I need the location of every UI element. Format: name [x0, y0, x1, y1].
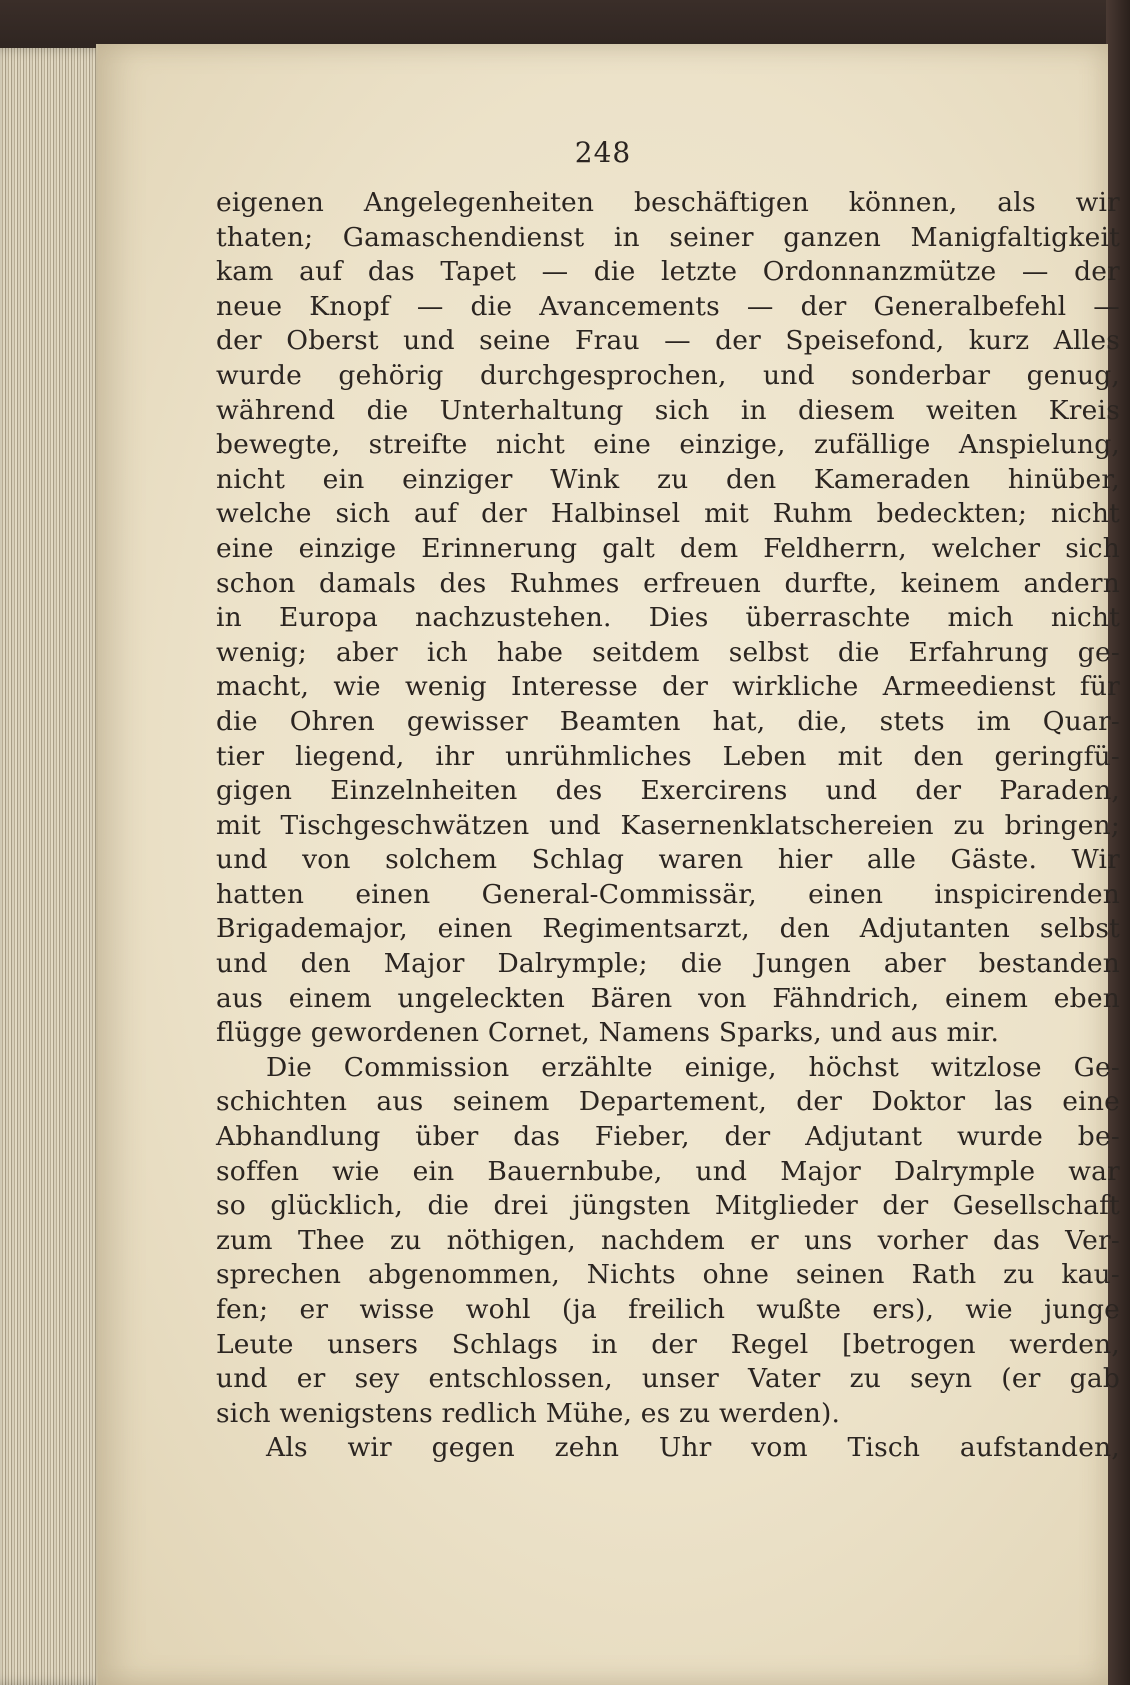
text-line: Als wir gegen zehn Uhr vom Tisch aufstanden,	[266, 1432, 1120, 1464]
text-line: eine einzige Erinnerung galt dem Feldherrn, welcher sich	[216, 532, 1120, 564]
text-line: soffen wie ein Bauernbube, und Major Dalrymple war	[216, 1155, 1120, 1187]
text-line: schichten aus seinem Departement, der Doktor las eine	[216, 1086, 1120, 1118]
text-line: eigenen Angelegenheiten beschäftigen können, als wir	[216, 187, 1120, 218]
text-line: die Ohren gewisser Beamten hat, die, stets im Quar-	[216, 705, 1120, 737]
text-line: gigen Einzelnheiten des Exercirens und der Paraden,	[216, 775, 1120, 807]
text-line: während die Unterhaltung sich in diesem weiten Kreis	[216, 394, 1120, 426]
text-line: welche sich auf der Halbinsel mit Ruhm bedeckten; nicht	[216, 498, 1120, 530]
text-line: in Europa nachzustehen. Dies überraschte mich nicht	[216, 602, 1120, 634]
text-line: mit Tischgeschwätzen und Kasernenklatschereien zu bringen;	[216, 809, 1120, 841]
text-line: und von solchem Schlag waren hier alle Gäste. Wir	[216, 844, 1120, 876]
text-line: hatten einen General-Commissär, einen inspicirenden	[216, 878, 1120, 910]
text-line: Leute unsers Schlags in der Regel [betrogen werden,	[216, 1328, 1120, 1360]
text-line: sich wenigstens redlich Mühe, es zu werden).	[216, 1397, 841, 1429]
text-line: tier liegend, ihr unrühmliches Leben mit den geringfü-	[216, 740, 1120, 772]
text-line: wenig; aber ich habe seitdem selbst die Erfahrung ge-	[216, 636, 1120, 668]
book-page	[96, 44, 1120, 1685]
text-line: nicht ein einziger Wink zu den Kameraden hinüber,	[216, 463, 1120, 495]
page-number: 248	[574, 136, 632, 169]
text-line: kam auf das Tapet — die letzte Ordonnanzmütze — der	[216, 256, 1120, 288]
text-line: Abhandlung über das Fieber, der Adjutant wurde be-	[216, 1121, 1120, 1153]
text-line: bewegte, streifte nicht eine einzige, zufällige Anspielung,	[216, 429, 1120, 461]
text-line: Die Commission erzählte einige, höchst witzlose Ge-	[266, 1051, 1120, 1083]
text-line: der Oberst und seine Frau — der Speisefond, kurz Alles	[216, 325, 1120, 357]
text-line: aus einem ungeleckten Bären von Fähndrich, einem eben	[216, 982, 1120, 1014]
text-line: wurde gehörig durchgesprochen, und sonderbar genug,	[216, 359, 1120, 391]
page-edges	[0, 48, 110, 1685]
text-line: macht, wie wenig Interesse der wirkliche Armeedienst für	[216, 671, 1120, 703]
text-line: und er sey entschlossen, unser Vater zu seyn (er gab	[216, 1363, 1120, 1395]
text-line: schon damals des Ruhmes erfreuen durfte, keinem andern	[216, 567, 1120, 599]
text-line: Brigademajor, einen Regimentsarzt, den Adjutanten selbst	[216, 913, 1120, 945]
text-line: zum Thee zu nöthigen, nachdem er uns vorher das Ver-	[216, 1224, 1120, 1256]
text-line: sprechen abgenommen, Nichts ohne seinen Rath zu kau-	[216, 1259, 1120, 1291]
text-line: flügge gewordenen Cornet, Namens Sparks, und aus mir.	[216, 1017, 1000, 1049]
text-line: neue Knopf — die Avancements — der Generalbefehl —	[216, 290, 1120, 322]
text-line: so glücklich, die drei jüngsten Mitglieder der Gesellschaft	[216, 1190, 1120, 1222]
text-block	[216, 186, 1120, 1466]
text-line: fen; er wisse wohl (ja freilich wußte ers), wie junge	[216, 1294, 1120, 1325]
text-line: und den Major Dalrymple; die Jungen aber bestanden	[216, 948, 1120, 980]
text-line: thaten; Gamaschendienst in seiner ganzen Manigfaltigkeit	[216, 221, 1120, 253]
